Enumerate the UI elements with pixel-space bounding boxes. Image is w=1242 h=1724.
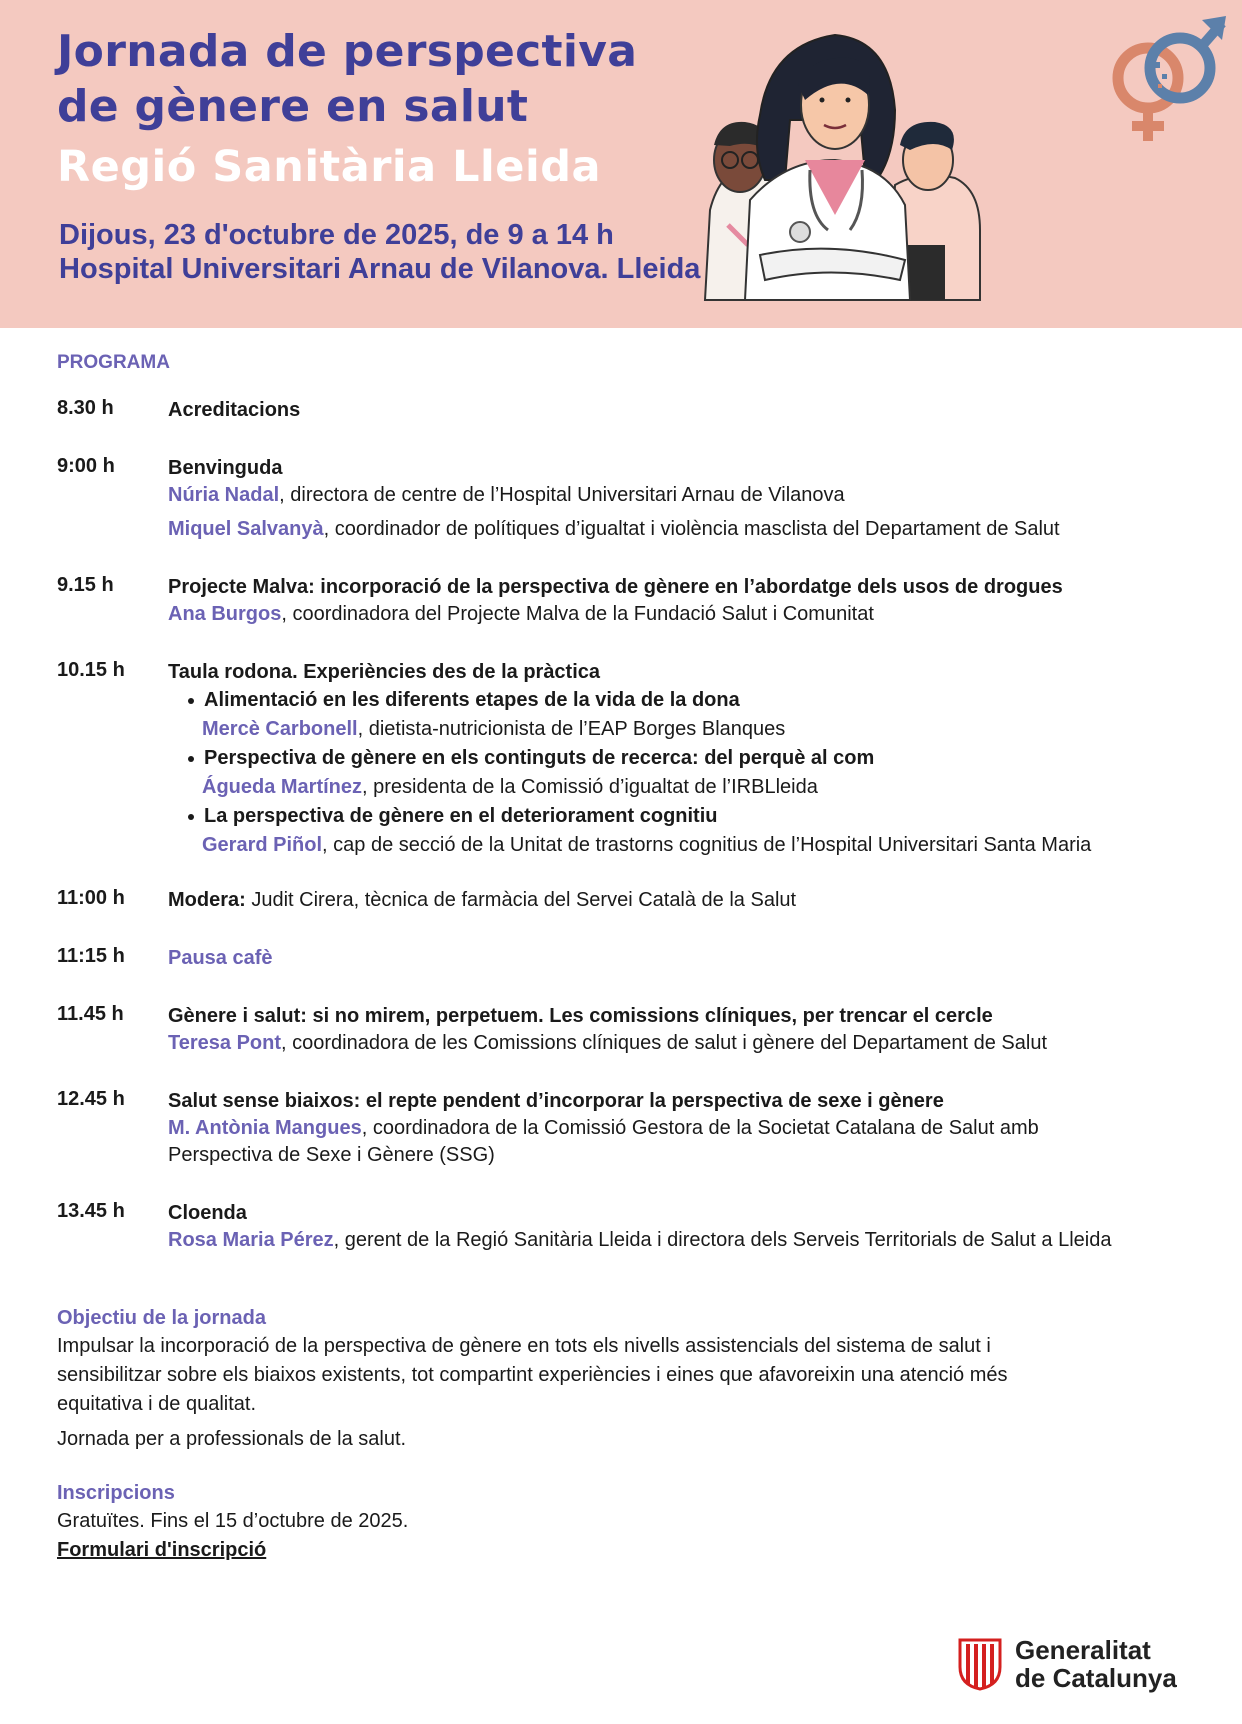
speaker-line <box>168 516 1187 543</box>
speaker-name: Miquel Salvanyà <box>168 518 324 540</box>
objective-text: Impulsar la incorporació de la perspectiva de gènere en tots els nivells assistencials del sistema de salut i sensibilitzar sobre els biaixos existents, tot compartint experiències i eines que afavoreixin una atenció més equitativa i de qualitat. <box>57 1335 1008 1415</box>
program-item <box>57 1200 1187 1254</box>
speaker-role: , directora de centre de l’Hospital Universitari Arnau de Vilanova <box>279 484 845 506</box>
page-title: Jornada de perspectiva de gènere en salut <box>57 26 638 132</box>
speaker-line <box>168 601 1187 628</box>
registration-text: Gratuïtes. Fins el 15 d’octubre de 2025. <box>57 1510 409 1532</box>
health-professionals-illustration <box>690 0 1090 328</box>
moderator-text: Judit Cirera, tècnica de farmàcia del Servei Català de la Salut <box>245 889 797 911</box>
speaker-role: , presidenta de la Comissió d’igualtat de l’IRBLleida <box>362 776 818 798</box>
item-time: 9:00 h <box>57 455 115 477</box>
program-item <box>57 574 1187 628</box>
speaker-line <box>168 831 1187 860</box>
event-date: Dijous, 23 d'octubre de 2025, de 9 a 14 h <box>59 219 614 251</box>
program-item <box>57 1088 1187 1169</box>
speaker-name: Núria Nadal <box>168 484 280 506</box>
roundtable-topic: Alimentació en les diferents etapes de la vida de la dona <box>168 686 1187 715</box>
speaker-role: , dietista-nutricionista de l’EAP Borges Blanques <box>357 718 786 740</box>
item-title: Cloenda <box>168 1202 247 1224</box>
program-item <box>57 887 1187 914</box>
item-time: 13.45 h <box>57 1200 125 1222</box>
audience-text: Jornada per a professionals de la salut. <box>57 1428 407 1450</box>
speaker-role-continued: Perspectiva de Sexe i Gènere (SSG) <box>168 1144 495 1166</box>
program-content <box>57 352 1187 1565</box>
item-time: 11:00 h <box>57 887 125 909</box>
program-item <box>57 659 1187 860</box>
speaker-name: Rosa Maria Pérez <box>168 1229 334 1251</box>
item-title: Benvinguda <box>168 457 283 479</box>
item-title: Projecte Malva: incorporació de la perspectiva de gènere en l’abordatge dels usos de drogues <box>168 576 1063 598</box>
speaker-name: Teresa Pont <box>168 1032 281 1054</box>
speaker-name: M. Antònia Mangues <box>168 1117 362 1139</box>
registration-form-link[interactable]: Formulari d'inscripció <box>57 1539 267 1561</box>
generalitat-logo <box>957 1636 1177 1692</box>
generalitat-emblem-icon <box>957 1637 1003 1691</box>
speaker-line <box>168 773 1187 802</box>
speaker-role: , gerent de la Regió Sanitària Lleida i directora dels Serveis Territorials de Salut a Lleida <box>333 1229 1112 1251</box>
program-item <box>57 397 1187 424</box>
item-title: Gènere i salut: si no mirem, perpetuem. Les comissions clíniques, per trencar el cercle <box>168 1005 993 1027</box>
speaker-line <box>168 1227 1187 1254</box>
speaker-line <box>168 1115 1187 1142</box>
roundtable-topic: La perspectiva de gènere en el deteriorament cognitiu <box>168 802 1187 831</box>
speaker-role: , coordinadora del Projecte Malva de la Fundació Salut i Comunitat <box>281 603 874 625</box>
speaker-name: Ana Burgos <box>168 603 282 625</box>
roundtable-topic: Perspectiva de gènere en els continguts de recerca: del perquè al com <box>168 744 1187 773</box>
event-place: Hospital Universitari Arnau de Vilanova. Lleida <box>59 253 701 285</box>
registration-label: Inscripcions <box>57 1482 175 1504</box>
item-title: Acreditacions <box>168 399 301 421</box>
speaker-role: , coordinador de polítiques d’igualtat i violència masclista del Departament de Salut <box>323 518 1060 540</box>
objective-label: Objectiu de la jornada <box>57 1307 266 1329</box>
program-label: PROGRAMA <box>57 352 170 373</box>
program-item <box>57 945 1187 972</box>
header-banner <box>0 0 1242 328</box>
item-title: Taula rodona. Experiències des de la pràctica <box>168 661 601 683</box>
speaker-role: , coordinadora de la Comissió Gestora de la Societat Catalana de Salut amb <box>361 1117 1039 1139</box>
moderator-line <box>168 887 1187 914</box>
speaker-name: Águeda Martínez <box>202 776 363 798</box>
item-time: 11:15 h <box>57 945 125 967</box>
program-item <box>57 1003 1187 1057</box>
speaker-line <box>168 715 1187 744</box>
gender-symbols-icon <box>1100 8 1230 148</box>
item-time: 10.15 h <box>57 659 125 681</box>
generalitat-name: Generalitat de Catalunya <box>1015 1635 1177 1693</box>
item-time: 8.30 h <box>57 397 114 419</box>
speaker-line <box>168 1030 1187 1057</box>
item-time: 9.15 h <box>57 574 114 596</box>
program-item <box>57 455 1187 543</box>
moderator-label: Modera: <box>168 889 246 911</box>
speaker-name: Mercè Carbonell <box>202 718 358 740</box>
item-time: 12.45 h <box>57 1088 125 1110</box>
speaker-role: , coordinadora de les Comissions clíniques de salut i gènere del Departament de Salut <box>281 1032 1047 1054</box>
item-title: Pausa cafè <box>168 947 273 969</box>
item-title: Salut sense biaixos: el repte pendent d’incorporar la perspectiva de sexe i gènere <box>168 1090 944 1112</box>
item-time: 11.45 h <box>57 1003 124 1025</box>
region-title: Regió Sanitària Lleida <box>57 142 601 192</box>
speaker-name: Gerard Piñol <box>202 834 323 856</box>
central-doctor-figure <box>745 35 910 300</box>
speaker-line <box>168 482 1187 509</box>
speaker-role: , cap de secció de la Unitat de trastorns cognitius de l’Hospital Universitari Santa Maria <box>322 834 1092 856</box>
